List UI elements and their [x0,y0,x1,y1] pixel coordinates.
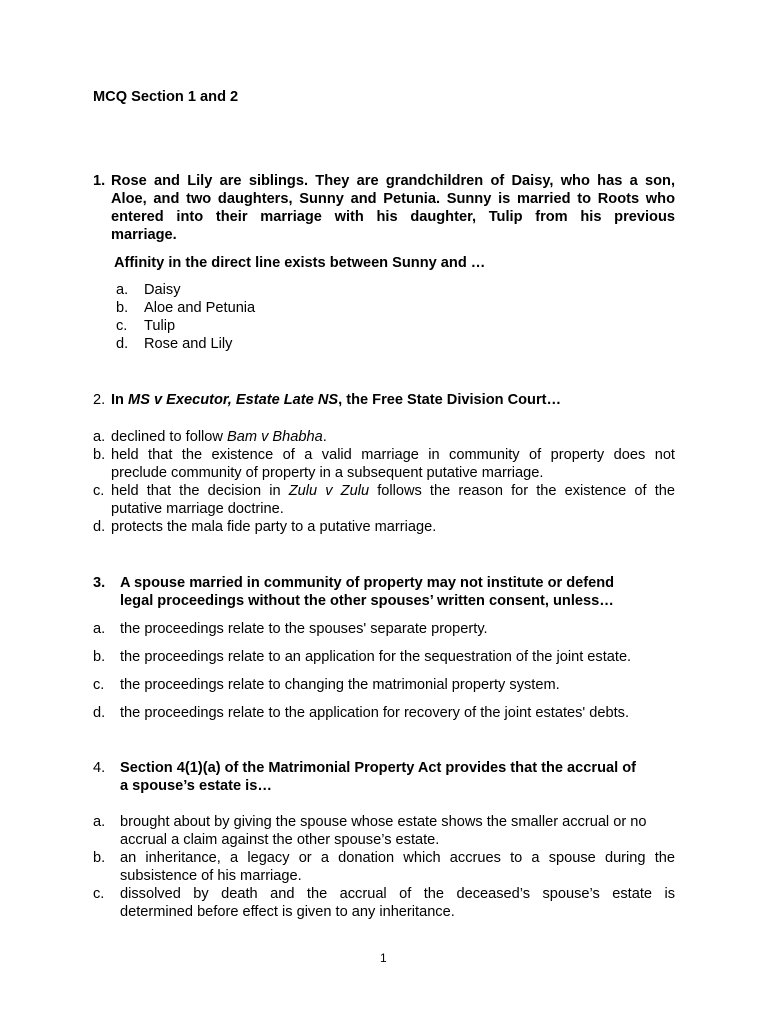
option-letter: c. [93,677,105,693]
option-line: putative marriage doctrine. [111,501,284,517]
option-line: brought about by giving the spouse whose estate shows the smaller accrual or no [120,814,647,830]
option-letter: a. [116,282,129,298]
option-letter: b. [93,447,106,463]
option-line: preclude community of property in a subsequent putative marriage. [111,465,544,481]
option-letter: b. [93,649,106,665]
option-letter: d. [116,336,129,352]
question-stem [120,759,675,795]
option-text: Aloe and Petunia [144,300,256,316]
option-letter: c. [93,886,105,902]
option-text [111,428,327,446]
stem-line: Rose and Lily are siblings. They are grandchildren of Daisy, who has a son, [111,173,675,189]
option-line: held that the existence of a valid marriage in community of property does not [111,447,675,463]
option-line: dissolved by death and the accrual of the deceased’s spouse’s estate is [120,886,675,902]
question-stem [120,574,675,610]
stem-pre: In [111,392,129,408]
option-text [111,446,675,482]
question-number: 4. [93,760,106,776]
option-letter: b. [116,300,129,316]
page-number: 1 [380,951,387,965]
option-text [111,482,675,518]
option-letter: a. [93,814,106,830]
page-title: MCQ Section 1 and 2 [93,89,239,105]
option-text: the proceedings relate to the spouses' separate property. [120,621,488,637]
stem-line: A spouse married in community of property may not institute or defend [120,575,615,591]
option-text [120,849,675,885]
option-text: protects the mala fide party to a putative marriage. [111,519,437,535]
option-letter: d. [93,519,106,535]
stem-line: Section 4(1)(a) of the Matrimonial Property Act provides that the accrual of [120,760,637,776]
option-text: the proceedings relate to an application for the sequestration of the joint estate. [120,649,632,665]
stem-line: Aloe, and two daughters, Sunny and Petunia. Sunny is married to Roots who [111,191,675,207]
option-text-pre: declined to follow [111,429,228,445]
option-letter: a. [93,429,106,445]
question-number: 3. [93,575,106,591]
stem-post: , the Free State Division Court… [338,392,562,408]
question-prompt: Affinity in the direct line exists between Sunny and … [114,255,486,271]
question-number: 2. [93,392,106,408]
option-letter: a. [93,621,106,637]
stem-line: entered into their marriage with his daughter, Tulip from his previous [111,209,675,225]
stem-line: marriage. [111,227,177,243]
option-line: subsistence of his marriage. [120,868,302,884]
question-stem [111,391,561,409]
option-text [120,813,675,849]
option-text-post: . [322,429,327,445]
option-line: accrual a claim against the other spouse’s estate. [120,832,440,848]
option-text: the proceedings relate to changing the matrimonial property system. [120,677,560,693]
option-text: Tulip [144,318,176,334]
option-text [120,885,675,921]
question-number: 1. [93,173,106,189]
option-text-pre: held that the decision in [111,483,289,499]
option-text: Rose and Lily [144,336,233,352]
option-text: the proceedings relate to the application for recovery of the joint estates' debts. [120,705,630,721]
option-line [111,482,675,500]
option-letter: c. [93,483,105,499]
case-name: Bam v Bhabha [227,429,323,445]
option-text-post: follows the reason for the existence of the [369,483,676,499]
case-name: Zulu v Zulu [288,483,370,499]
question-stem [111,172,675,244]
stem-line: a spouse’s estate is… [120,778,272,794]
option-letter: b. [93,850,106,866]
case-name: MS v Executor, Estate Late NS [128,392,339,408]
option-text: Daisy [144,282,181,298]
option-letter: c. [116,318,128,334]
option-line: an inheritance, a legacy or a donation which accrues to a spouse during the [120,850,675,866]
option-letter: d. [93,705,106,721]
option-line: determined before effect is given to any inheritance. [120,904,455,920]
stem-line: legal proceedings without the other spouses’ written consent, unless… [120,593,614,609]
